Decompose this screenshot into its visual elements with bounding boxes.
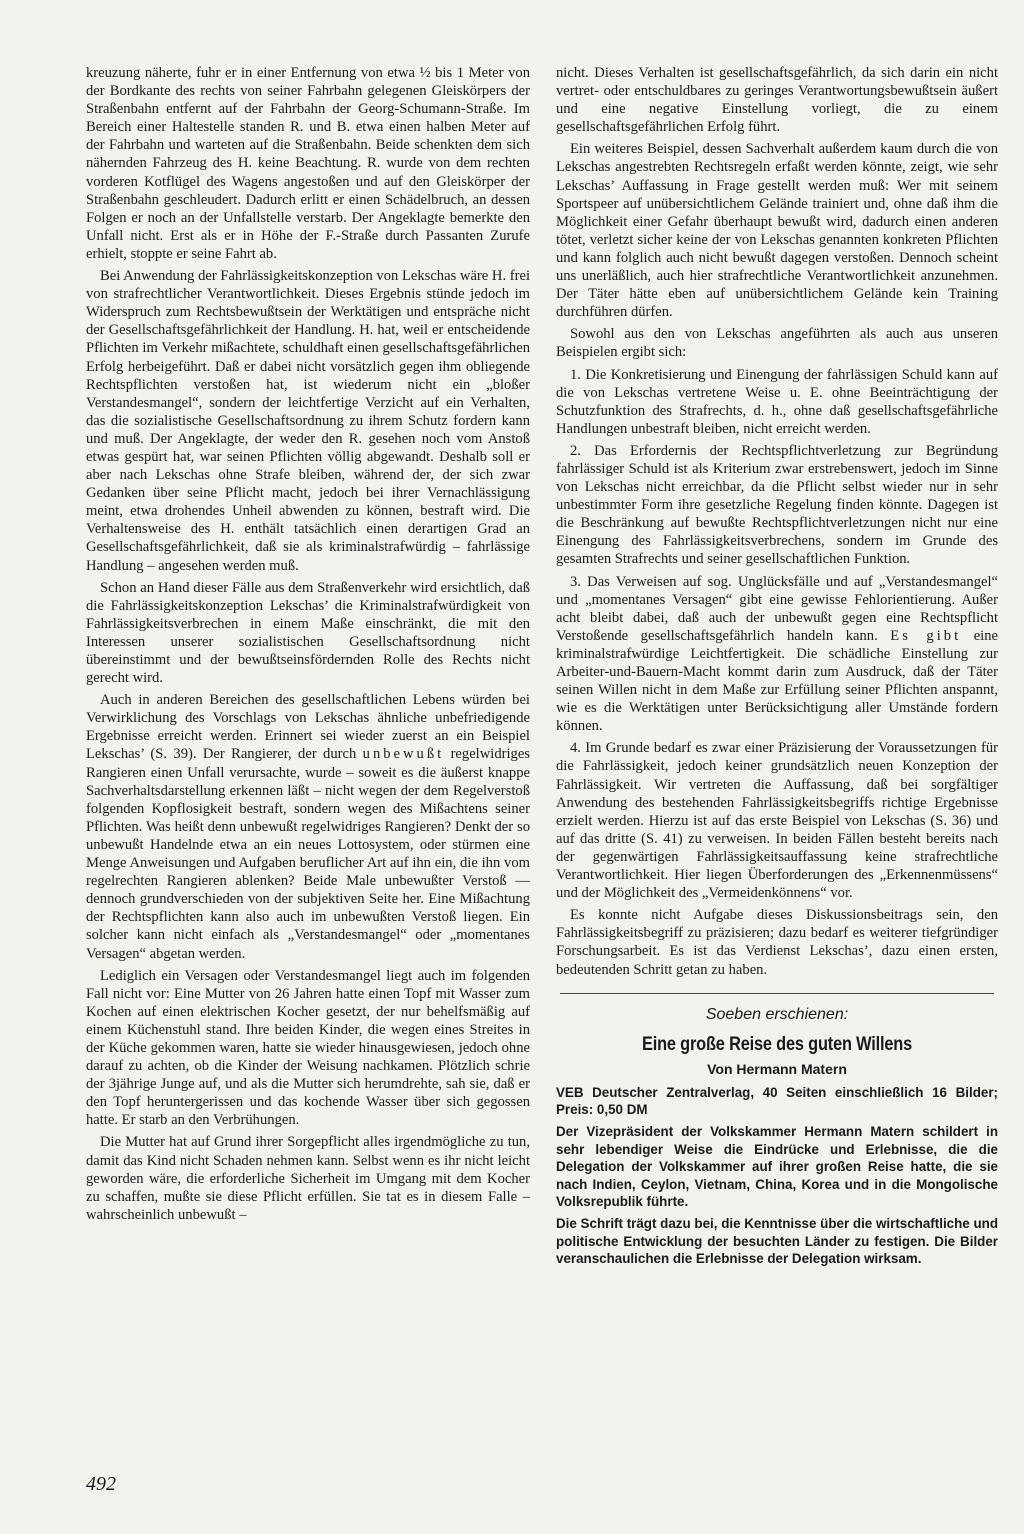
announcement-description: Der Vizepräsident der Volkskammer Hermann Matern schildert in sehr lebendiger Weise die Eindrücke und Erlebnisse, die die Delegation der Volkskammer auf ihrer großen Reise hatte, die sie nach Indien, Ceylon, Vietnam, China, Korea und in die Mongolische Volksrepublik führte. — [556, 1124, 998, 1210]
left-column — [86, 64, 530, 1224]
announcement-author: Von Hermann Matern — [707, 1060, 847, 1077]
paragraph: nicht. Dieses Verhalten ist gesellschaftsgefährlich, da sich darin ein nicht vertret- oder entschuldbares zu geringes Verantwortungsbewußtsein äußert und eine negative Einstellung vorliegt, die zu einem gesellschaftsgefährlichen Erfolg führt. — [556, 65, 998, 136]
paragraph: Es konnte nicht Aufgabe dieses Diskussionsbeitrags sein, den Fahrlässigkeitsbegriff zu präzisieren; dazu bedarf es weiterer tiefgründiger Forschungsarbeit. Es ist das Verdienst Lekschas’, dazu einen ersten, bedeutenden Schritt getan zu haben. — [556, 907, 998, 978]
paragraph: Lediglich ein Versagen oder Verstandesmangel liegt auch im folgenden Fall nicht vor: Eine Mutter von 26 Jahren hatte einen Topf mit Wasser zum Kochen auf einen elektrischen Kocher gesetzt, der nur behelfsmäßig auf einem Küchenstuhl stand. Ihre beiden Kinder, die wegen eines Streites in der Küche gekommen waren, hatte sie wieder hinausgewiesen, jedoch ohne darauf zu achten, ob die Kinder der Weisung nachkamen. Plötzlich schrie der 3jährige Junge auf, und als die Mutter sich herumdrehte, sah sie, daß er den Topf heruntergerissen und das kochende Wasser über sich gegossen hatte. Er starb an den Verbrühungen. — [86, 967, 530, 1129]
paragraph-text: Auch in anderen Bereichen des gesellschaftlichen Lebens würden bei Verwirklichung des Vorschlags von Lekschas ähnliche unbefriedigende Ergebnisse erreicht werden. Erinnert sei wieder zuerst an ein Beispiel Lekschas’ (S. 39). Der Rangierer, der durch — [86, 692, 530, 763]
page-number: 492 — [86, 1473, 116, 1495]
announcement-publisher: VEB Deutscher Zentralverlag, 40 Seiten einschließlich 16 Bilder; Preis: 0,50 DM — [556, 1084, 998, 1118]
paragraph — [86, 691, 530, 962]
right-column — [556, 64, 998, 1268]
paragraph-text: regelwidriges Rangieren einen Unfall verursachte, wurde – soweit es die äußerst knappe Sachverhaltsdarstellung erkennen läßt – nicht wegen der dem Regelverstoß folgenden Kopflosigkeit bestraft, sondern wegen des Mißachtens seiner Pflichten. Was heißt denn unbewußt regelwidriges Rangieren? Denkt der so unbewußt Handelnde etwa an ein neues Lottosystem, oder stürmen eine Menge Anweisungen und Aufgaben beruflicher Art auf ihn ein, die ihn vom regelrechten Rangieren ablenken? Beide Male unbewußter Verstoß — dennoch grundverschieden von der subjektiven Seite her. Eine Mißachtung der Rechtspflichten kann also auch im unbewußten Verstoß liegen. Ein solcher kann nicht einfach als „Verstandesmangel“ oder „momentanes Versagen“ abgetan werden. — [86, 746, 530, 962]
paragraph: kreuzung näherte, fuhr er in einer Entfernung von etwa ½ bis 1 Meter von der Bordkante des rechts von seiner Fahrbahn gelegenen Gleiskörpers der Straßenbahn entfernt auf der Fahrbahn der Georg-Schumann-Straße. Im Bereich einer Haltestelle standen R. und B. etwa einen halben Meter auf der Fahrbahn und warteten auf die Straßenbahn. Beide schenkten dem sich nähernden Fahrzeug des H. keine Beachtung. R. wurde von dem rechten vorderen Kotflügel des Wagens angestoßen und auf den Gleiskörper der Straßenbahn geschleudert. Dadurch erlitt er einen Schädelbruch, an dessen Folgen er noch an der Unfallstelle verstarb. Der Angeklagte bemerkte den Unfall nicht. Erst als er in Höhe der F.-Straße durch Passanten Zurufe erhielt, stoppte er seine Fahrt ab. — [86, 65, 530, 262]
paragraph: Ein weiteres Beispiel, dessen Sachverhalt außerdem kaum durch die von Lekschas angestrebten Rechtsregeln erfaßt werden könnte, zeigt, wie sehr Lekschas’ Auffassung in Frage gestellt werden muß: Wer mit seinem Sportspeer auf unübersichtlichem Gelände trainiert und, ohne daß ihm die Möglichkeit einer Gefahr überhaupt bewußt wird, dadurch einen anderen tötet, verletzt sicher keine der von Lekschas genannten konkreten Pflichten und kann folglich auch nicht bewußt dagegen verstoßen. Dennoch scheint uns unerläßlich, auch hier strafrechtliche Verantwortlichkeit anzunehmen. Der Täter hätte eben auf unübersichtlichem Gelände kein Training durchführen dürfen. — [556, 141, 998, 321]
paragraph: Bei Anwendung der Fahrlässigkeitskonzeption von Lekschas wäre H. frei von strafrechtlicher Verantwortlichkeit. Dieses Ergebnis stünde jedoch im Widerspruch zum Rechtsbewußtsein der Werktätigen und entspräche nicht der Gesellschaftsgefährlichkeit der Handlung. H. hat, weil er entscheidende Pflichten im Verkehr mißachtete, schuldhaft einen gesellschaftsgefährlichen Erfolg herbeigeführt. Daß er dabei nicht vorsätzlich gegen ihm obliegende Rechtspflichten verstoßen hat, ist wiederum nicht ein „bloßer Verstandesmangel“, sondern der leichtfertige Verzicht auf ein Verhalten, das die sozialistische Gesellschaftsordnung zu ihrem Schutz fordern kann und muß. Der Angeklagte, der weder den R. gesehen noch vom Anstoß etwas gespürt hat, war seinen Pflichten völlig abgewandt. Deshalb soll er aber nach Lekschas ohne Strafe bleiben, während der, der sich zwar Gedanken über seine Pflicht macht, jedoch bei ihrer Vernachlässigung meint, etwa drohendes Unheil abwenden zu können, bestraft wird. Die Verhaltensweise des H. enthält tatsächlich einen derartigen Grad an Gesellschaftsgefährlichkeit, daß sie als kriminalstrafwürdig – fahrlässige Handlung – angesehen werden muß. — [86, 268, 531, 574]
list-item: 4. Im Grunde bedarf es zwar einer Präzisierung der Voraussetzungen für die Fahrlässigkeit, jedoch keiner grundsätzlich neuen Konzeption der Fahrlässigkeit. Wir vertreten die Auffassung, daß bei sorgfältiger Anwendung des bestehenden Fahrlässigkeitsbegriffs richtige Ergebnisse erzielt werden. Hierzu ist auf das erste Beispiel von Lekschas (S. 36) und auf das dritte (S. 41) zu verweisen. In beiden Fällen besteht bereits nach der gegenwärtigen Fahrlässigkeitsauffassung keine strafrechtliche Verantwortlichkeit. Hier liegen Überforderungen des „Erkennenmüssens“ und der Möglichkeit des „Vermeidenkönnens“ vor. — [556, 740, 998, 902]
announcement-title: Eine große Reise des guten Willens — [641, 1033, 913, 1055]
book-announcement — [556, 1006, 998, 1268]
paragraph-text: 3. Das Verweisen auf sog. Unglücksfälle und auf „Verstandesmangel“ und „momentanes Versagen“ gibt eine gewisse Fehlorientierung. Außer acht bleibt dabei, daß auch der unbewußt gegen eine Rechtspflicht Verstoßende gesellschaftsgefährlich handeln kann. — [556, 573, 998, 644]
list-item — [556, 573, 998, 736]
spaced-emphasis: Es gibt — [890, 627, 962, 644]
announcement-description: Die Schrift trägt dazu bei, die Kenntnisse über die wirtschaftliche und politische Entwicklung der besuchten Länder zu festigen. Die Bilder veranschaulichen die Erlebnisse der Delegation wirksam. — [556, 1216, 998, 1267]
list-item: 2. Das Erfordernis der Rechtspflichtverletzung zur Begründung fahrlässiger Schuld ist als Kriterium zwar erstrebenswert, jedoch im Sinne von Lekschas nicht erreichbar, da die Pflicht selbst wieder nur in sehr unbestimmter Form ihre gesetzliche Regelung finden könnte. Dagegen ist die Beschränkung auf bewußte Rechtspflichtverletzungen nicht nur eine Einengung des Fahrlässigkeitsverbrechens, sondern im Grunde des gesamten Strafrechts und seiner gesellschaftlichen Funktion. — [556, 442, 998, 568]
list-item: 1. Die Konkretisierung und Einengung der fahrlässigen Schuld kann auf die von Lekschas vertretene Weise u. E. ohne Beeinträchtigung der Schutzfunktion des Strafrechts, d. h., ohne daß gesellschaftsgefährliche Handlungen unbestraft bleiben, nicht erreicht werden. — [556, 366, 998, 437]
announcement-kicker: Soeben erschienen: — [705, 1005, 849, 1023]
paragraph: Die Mutter hat auf Grund ihrer Sorgepflicht alles irgendmögliche zu tun, damit das Kind nicht Schaden nehmen kann. Selbst wenn es ihr nicht leicht geworden wäre, die erforderliche Sicherheit im Umgang mit dem Kocher zu schaffen, mußte sie diese Pflicht erfüllen. Sie tat es in diesem Falle – wahrscheinlich unbewußt – — [86, 1134, 530, 1223]
spaced-emphasis: unbewußt — [362, 746, 445, 763]
paragraph-text: eine kriminalstrafwürdige Leichtfertigkeit. Die schädliche Einstellung zur Arbeiter-und-Bauern-Macht kommt darin zum Ausdruck, daß der Täter seinen Willen nicht in dem Maße zur Erfüllung seiner Pflichten anspannt, wie es die Werktätigen unter Berücksichtigung aller Umstände fordern können. — [556, 627, 999, 735]
divider — [560, 993, 994, 994]
paragraph: Schon an Hand dieser Fälle aus dem Straßenverkehr wird ersichtlich, daß die Fahrlässigkeitskonzeption Lekschas’ die Kriminalstrafwürdigkeit von Fahrlässigkeitsverbrechen in einem Maße einschränkt, die mit den Interessen unserer sozialistischen Gesellschaftsordnung nicht übereinstimmt und der bewußtseinsfördernden Rolle des Rechts nicht gerecht wird. — [86, 579, 530, 687]
paragraph: Sowohl aus den von Lekschas angeführten als auch aus unseren Beispielen ergibt sich: — [556, 326, 998, 361]
